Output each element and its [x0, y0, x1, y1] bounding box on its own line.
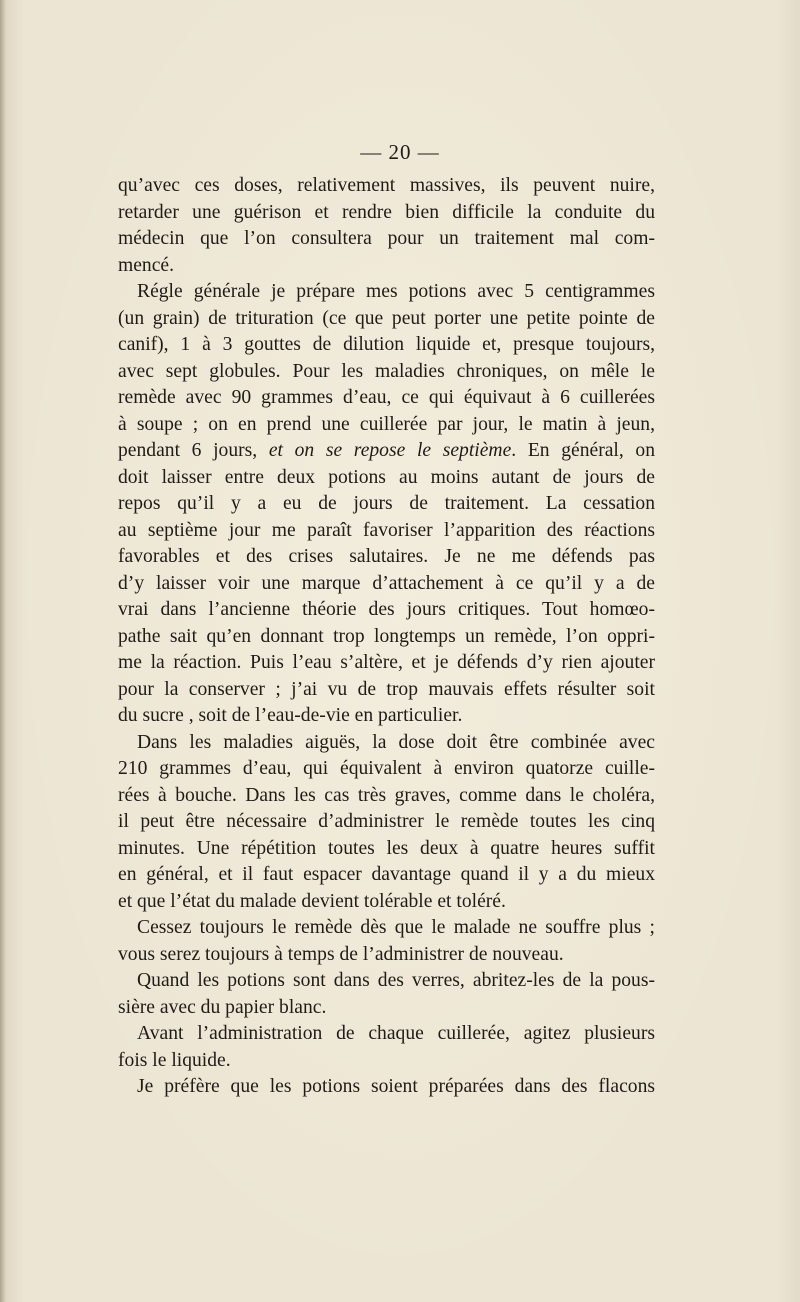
text-line: minutes. Une répétition toutes les deux à quatre heures suffit	[118, 837, 655, 859]
page-number: — 20 —	[360, 140, 440, 164]
text-line: Cessez toujours le remède dès que le malade ne souffre plus ;	[137, 917, 655, 938]
text-line: fois le liquide.	[118, 1049, 231, 1071]
text-line: Je préfère que les potions soient préparées dans des flacons	[137, 1076, 655, 1097]
text-line: mencé.	[118, 254, 175, 276]
body-text	[118, 173, 655, 1101]
text-line: retarder une guérison et rendre bien difficile la conduite du	[118, 201, 655, 223]
text-line: d’y laisser voir une marque d’attachement à ce qu’il y a de	[118, 572, 655, 594]
text-line: rées à bouche. Dans les cas très graves, comme dans le choléra,	[118, 784, 655, 806]
text-line: doit laisser entre deux potions au moins autant de jours de	[118, 466, 655, 488]
text-line: canif), 1 à 3 gouttes de dilution liquide et, presque toujours,	[118, 334, 655, 355]
text-line: Quand les potions sont dans des verres, abritez-les de la pous-	[137, 970, 655, 991]
text-line: vous serez toujours à temps de l’administrer de nouveau.	[118, 943, 564, 965]
text-line: du sucre , soit de l’eau-de-vie en particulier.	[118, 705, 463, 726]
text-line: Avant l’administration de chaque cuillerée, agitez plusieurs	[137, 1023, 655, 1044]
text-line: il peut être nécessaire d’administrer le remède toutes les cinq	[118, 811, 655, 832]
text-line: Régle générale je prépare mes potions avec 5 centigrammes	[137, 281, 655, 302]
text-line: (un grain) de trituration (ce que peut porter une petite pointe de	[118, 307, 655, 329]
text-line: avec sept globules. Pour les maladies chroniques, on mêle le	[118, 360, 655, 382]
text-line-with-italic	[118, 438, 655, 465]
text-line: pour la conserver ; j’ai vu de trop mauvais effets résulter soit	[118, 678, 655, 700]
text-line: remède avec 90 grammes d’eau, ce qui équivaut à 6 cuillerées	[118, 387, 655, 408]
text-line: en général, et il faut espacer davantage quand il y a du mieux	[118, 864, 655, 885]
text-line: Dans les maladies aiguës, la dose doit être combinée avec	[137, 731, 655, 753]
page-binding-edge	[0, 0, 6, 1302]
text-fragment: pendant 6 jours,	[118, 440, 269, 461]
text-line: 210 grammes d’eau, qui équivalent à environ quatorze cuille-	[118, 758, 655, 779]
text-line: et que l’état du malade devient tolérable et toléré.	[118, 890, 506, 912]
text-line: vrai dans l’ancienne théorie des jours critiques. Tout homœo-	[118, 599, 655, 620]
text-fragment: . En général, on	[511, 440, 656, 461]
text-line: au septième jour me paraît favoriser l’apparition des réactions	[118, 519, 655, 541]
text-line: sière avec du papier blanc.	[118, 996, 327, 1018]
text-line: repos qu’il y a eu de jours de traitement. La cessation	[118, 493, 655, 514]
text-line: pathe sait qu’en donnant trop longtemps un remède, l’on oppri-	[118, 625, 655, 647]
text-line: qu’avec ces doses, relativement massives, ils peuvent nuire,	[118, 175, 655, 196]
italic-phrase: et on se repose le septième	[268, 440, 512, 461]
text-line: me la réaction. Puis l’eau s’altère, et je défends d’y rien ajouter	[118, 652, 655, 673]
text-line: médecin que l’on consultera pour un traitement mal com-	[118, 228, 655, 249]
text-line: favorables et des crises salutaires. Je ne me défends pas	[118, 546, 655, 567]
text-line: à soupe ; on en prend une cuillerée par jour, le matin à jeun,	[118, 413, 655, 435]
